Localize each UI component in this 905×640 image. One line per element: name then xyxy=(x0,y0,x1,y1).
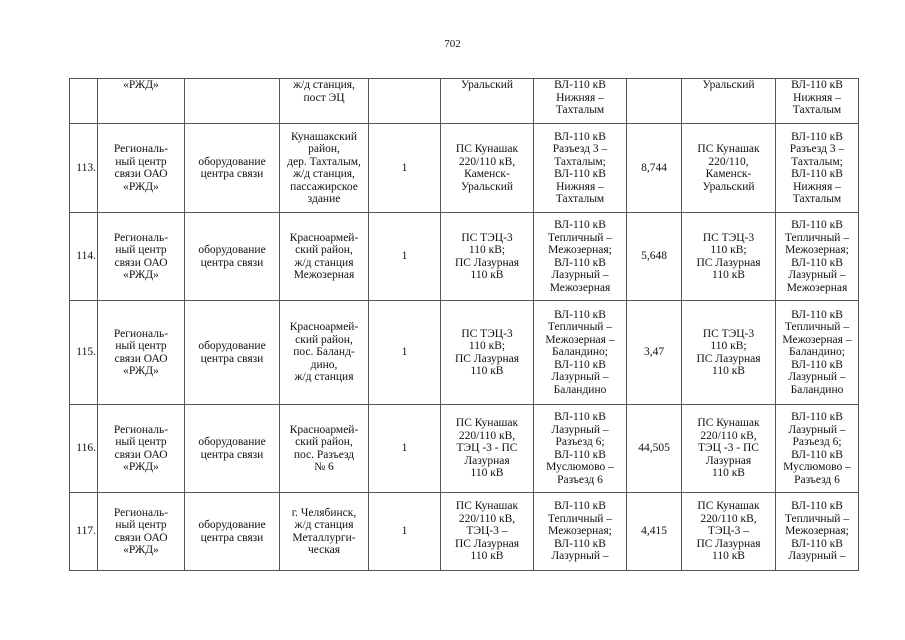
equipment-cell xyxy=(185,405,280,493)
organization-cell xyxy=(98,405,185,493)
equipment-cell xyxy=(185,493,280,571)
length-cell-text: 4,415 xyxy=(641,525,667,538)
row-number xyxy=(70,301,98,405)
reserve-source-cell xyxy=(682,493,776,571)
organization-cell xyxy=(98,493,185,571)
power-source-cell xyxy=(441,124,534,213)
power-source-cell-text: Уральский xyxy=(460,79,514,91)
power-line-cell-text: ВЛ-110 кВ Тепличный – Межозерная – Баландино; ВЛ-110 кВ Лазурный – Баландино xyxy=(545,308,615,396)
length-cell-text: 3,47 xyxy=(643,346,665,359)
row-number-text: 117. xyxy=(76,525,96,538)
reserve-source-cell xyxy=(682,79,776,124)
length-cell xyxy=(627,405,682,493)
equipment-cell xyxy=(185,301,280,405)
power-line-cell xyxy=(534,493,627,571)
power-source-cell xyxy=(441,213,534,301)
equipment-cell-text: оборудование центра связи xyxy=(198,436,266,461)
length-cell-text: 8,744 xyxy=(641,161,667,174)
equipment-cell xyxy=(185,213,280,301)
row-number xyxy=(70,405,98,493)
count-cell-text: 1 xyxy=(401,442,408,455)
count-cell-text: 1 xyxy=(401,161,408,174)
reserve-source-cell-text: ПС ТЭЦ-3 110 кВ; ПС Лазурная 110 кВ xyxy=(696,231,761,281)
row-number xyxy=(70,124,98,213)
table-row xyxy=(70,301,859,405)
row-number-text: 116. xyxy=(76,442,96,455)
power-source-cell xyxy=(441,79,534,124)
length-cell xyxy=(627,79,682,124)
page-number: 702 xyxy=(444,38,461,50)
reserve-line-cell xyxy=(776,213,859,301)
organization-cell-text: «РЖД» xyxy=(123,79,159,91)
table-body xyxy=(70,79,859,571)
count-cell-text: 1 xyxy=(401,525,408,538)
organization-cell-text: Региональ- ный центр связи ОАО «РЖД» xyxy=(113,143,169,193)
location-cell xyxy=(280,405,369,493)
location-cell-text: г. Челябинск, ж/д станция Металлурги- ческая xyxy=(291,506,357,556)
reserve-line-cell-text: ВЛ-110 кВ Тепличный – Межозерная; ВЛ-110 кВ Лазурный – Межозерная xyxy=(784,219,850,294)
count-cell-text: 1 xyxy=(401,346,408,359)
power-line-cell xyxy=(534,79,627,124)
document-table xyxy=(69,78,859,571)
length-cell xyxy=(627,493,682,571)
location-cell xyxy=(280,124,369,213)
reserve-source-cell-text: ПС Кунашак 220/110 кВ, ТЭЦ-3 – ПС Лазурная 110 кВ xyxy=(696,500,761,563)
reserve-source-cell xyxy=(682,301,776,405)
reserve-source-cell xyxy=(682,213,776,301)
count-cell xyxy=(369,213,441,301)
power-line-cell xyxy=(534,213,627,301)
reserve-line-cell xyxy=(776,79,859,124)
row-number xyxy=(70,79,98,124)
location-cell-text: Красноармей- ский район, пос. Баланд- дино, ж/д станция xyxy=(289,321,359,384)
organization-cell xyxy=(98,79,185,124)
length-cell-text: 5,648 xyxy=(641,250,667,263)
row-number xyxy=(70,493,98,571)
count-cell xyxy=(369,301,441,405)
reserve-line-cell-text: ВЛ-110 кВ Разъезд 3 – Тахталым; ВЛ-110 кВ Нижняя – Тахталым xyxy=(789,130,845,205)
equipment-cell xyxy=(185,124,280,213)
power-source-cell-text: ПС Кунашак 220/110 кВ, ТЭЦ -3 - ПС Лазурная 110 кВ xyxy=(455,417,519,480)
reserve-line-cell xyxy=(776,405,859,493)
reserve-line-cell-text: ВЛ-110 кВ Нижняя – Тахталым xyxy=(791,79,843,116)
power-line-cell xyxy=(534,124,627,213)
table-row xyxy=(70,124,859,213)
organization-cell xyxy=(98,213,185,301)
power-line-cell-text: ВЛ-110 кВ Тепличный – Межозерная; ВЛ-110 кВ Лазурный – xyxy=(547,500,613,563)
reserve-line-cell-text: ВЛ-110 кВ Тепличный – Межозерная; ВЛ-110 кВ Лазурный – xyxy=(784,500,850,563)
reserve-line-cell-text: ВЛ-110 кВ Лазурный – Разъезд 6; ВЛ-110 кВ Муслюмово – Разъезд 6 xyxy=(783,411,851,486)
organization-cell-text: Региональ- ный центр связи ОАО «РЖД» xyxy=(113,327,169,377)
reserve-source-cell-text: ПС ТЭЦ-3 110 кВ; ПС Лазурная 110 кВ xyxy=(696,327,761,377)
power-line-cell-text: ВЛ-110 кВ Нижняя – Тахталым xyxy=(554,79,606,116)
table-row xyxy=(70,213,859,301)
power-source-cell-text: ПС ТЭЦ-3 110 кВ; ПС Лазурная 110 кВ xyxy=(454,327,520,377)
location-cell xyxy=(280,79,369,124)
count-cell xyxy=(369,124,441,213)
power-source-cell xyxy=(441,405,534,493)
table-row xyxy=(70,493,859,571)
reserve-source-cell-text: ПС Кунашак 220/110, Каменск- Уральский xyxy=(697,143,760,193)
organization-cell-text: Региональ- ный центр связи ОАО «РЖД» xyxy=(113,506,169,556)
power-source-cell-text: ПС Кунашак 220/110 кВ, Каменск- Уральский xyxy=(455,143,519,193)
organization-cell-text: Региональ- ный центр связи ОАО «РЖД» xyxy=(113,231,169,281)
row-number xyxy=(70,213,98,301)
location-cell-text: Красноармей- ский район, пос. Разъезд № 6 xyxy=(289,423,359,473)
location-cell-text: Красноармей- ский район, ж/д станция Межозерная xyxy=(289,231,359,281)
equipment-cell xyxy=(185,79,280,124)
length-cell xyxy=(627,301,682,405)
power-line-cell-text: ВЛ-110 кВ Лазурный – Разъезд 6; ВЛ-110 кВ Муслюмово – Разъезд 6 xyxy=(546,411,614,486)
location-cell-text: ж/д станция, пост ЭЦ xyxy=(293,79,355,104)
table-row xyxy=(70,79,859,124)
length-cell-text: 44,505 xyxy=(638,442,670,455)
location-cell xyxy=(280,301,369,405)
reserve-line-cell xyxy=(776,124,859,213)
reserve-line-cell xyxy=(776,301,859,405)
power-source-cell-text: ПС ТЭЦ-3 110 кВ; ПС Лазурная 110 кВ xyxy=(454,231,520,281)
reserve-source-cell-text: ПС Кунашак 220/110 кВ, ТЭЦ -3 - ПС Лазурная 110 кВ xyxy=(697,417,760,480)
power-source-cell xyxy=(441,493,534,571)
power-source-cell-text: ПС Кунашак 220/110 кВ, ТЭЦ-3 – ПС Лазурная 110 кВ xyxy=(454,500,520,563)
organization-cell xyxy=(98,124,185,213)
location-cell xyxy=(280,493,369,571)
power-line-cell-text: ВЛ-110 кВ Тепличный – Межозерная; ВЛ-110 кВ Лазурный – Межозерная xyxy=(547,219,613,294)
reserve-line-cell-text: ВЛ-110 кВ Тепличный – Межозерная – Баландино; ВЛ-110 кВ Лазурный – Баландино xyxy=(782,308,852,396)
row-number-text: 114. xyxy=(76,250,96,263)
length-cell xyxy=(627,124,682,213)
reserve-line-cell xyxy=(776,493,859,571)
power-line-cell xyxy=(534,405,627,493)
equipment-cell-text: оборудование центра связи xyxy=(198,340,266,365)
reserve-source-cell xyxy=(682,124,776,213)
equipment-cell-text: оборудование центра связи xyxy=(198,155,266,180)
table-row xyxy=(70,405,859,493)
power-source-cell xyxy=(441,301,534,405)
location-cell-text: Кунашакский район, дер. Тахталым, ж/д станция, пассажирское здание xyxy=(287,130,361,205)
location-cell xyxy=(280,213,369,301)
power-line-cell xyxy=(534,301,627,405)
count-cell xyxy=(369,79,441,124)
power-line-cell-text: ВЛ-110 кВ Разъезд 3 – Тахталым; ВЛ-110 кВ Нижняя – Тахталым xyxy=(552,130,608,205)
row-number-text: 113. xyxy=(76,161,96,174)
count-cell xyxy=(369,405,441,493)
equipment-cell-text: оборудование центра связи xyxy=(198,244,266,269)
reserve-source-cell xyxy=(682,405,776,493)
reserve-source-cell-text: Уральский xyxy=(702,79,755,91)
row-number-text: 115. xyxy=(76,346,96,359)
count-cell-text: 1 xyxy=(401,250,408,263)
equipment-cell-text: оборудование центра связи xyxy=(198,519,266,544)
organization-cell xyxy=(98,301,185,405)
length-cell xyxy=(627,213,682,301)
count-cell xyxy=(369,493,441,571)
organization-cell-text: Региональ- ный центр связи ОАО «РЖД» xyxy=(113,423,169,473)
